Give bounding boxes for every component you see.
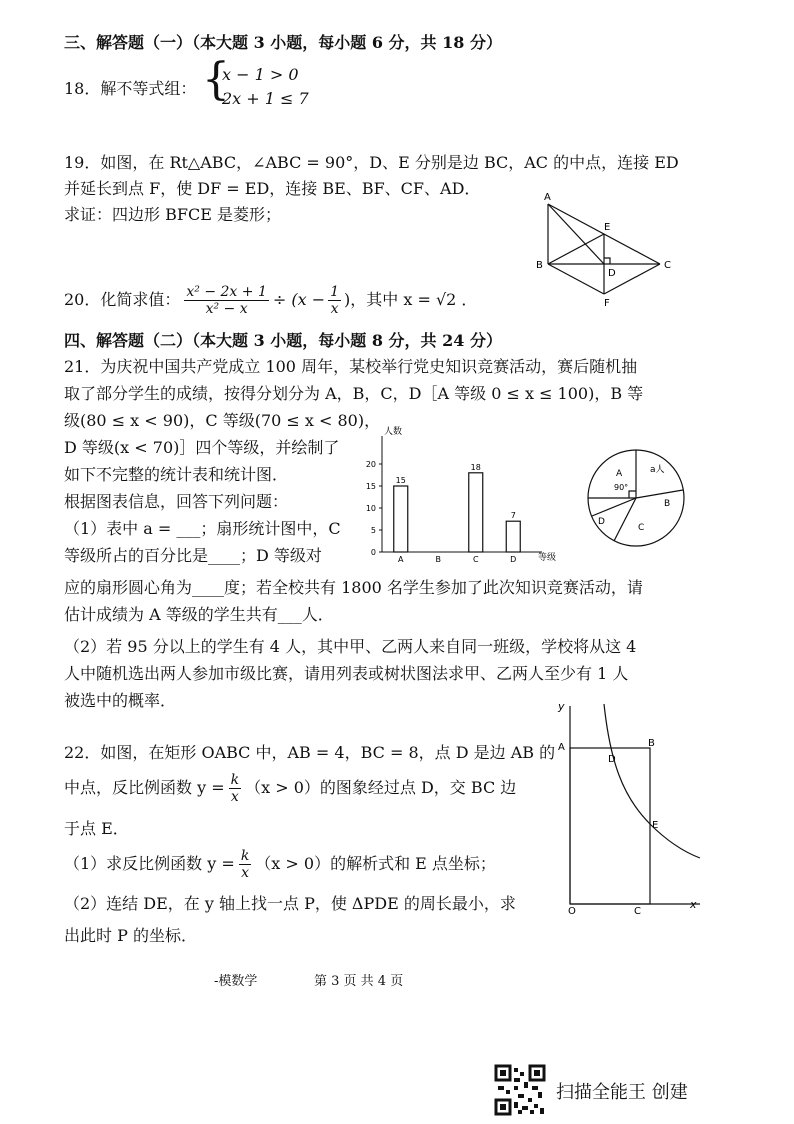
label-D: D [608, 268, 616, 279]
q22-line4b: （x > 0）的解析式和 E 点坐标； [255, 854, 496, 873]
pie-divider-3 [636, 490, 683, 498]
pie-label-D: D [598, 517, 605, 527]
pie-right-angle [629, 491, 636, 498]
q21-line9: 应的扇形圆心角为____度；若全校共有 1800 名学生参加了此次知识竞赛活动，请 [64, 578, 643, 597]
hyperbola-curve [604, 704, 700, 858]
q20-den1: x² − x [205, 300, 248, 317]
q19-figure [530, 190, 680, 310]
q21-line6: 根据图表信息，回答下列问题： [64, 492, 289, 511]
bar-category-label: C [472, 555, 479, 564]
q22-line6: 出此时 P 的坐标． [64, 926, 197, 945]
q22-line4a: （1）求反比例函数 y = [64, 854, 235, 873]
bar [506, 521, 520, 552]
q20-num1: x² − 2x + 1 [186, 283, 267, 300]
q21-line3: 级(80 ≤ x < 90)，C 等级(70 ≤ x < 80)， [64, 411, 381, 430]
label-C: C [664, 260, 671, 271]
bar-category-label: B [435, 555, 441, 564]
q21-line4: D 等级(x < 70)］四个等级，并绘制了 [64, 438, 340, 457]
q22-line4 [64, 846, 496, 882]
label-D: D [608, 754, 616, 765]
q21-line8: 等级所占的百分比是____；D 等级对 [64, 546, 322, 565]
bar-category-label: A [398, 555, 404, 564]
pie-divider-4 [614, 498, 636, 541]
scanner-label: 扫描全能王 创建 [556, 1082, 688, 1103]
pie-divider-5 [592, 498, 636, 516]
label-B: B [536, 260, 543, 271]
rectangle-OABC [570, 748, 650, 904]
qr-code-icon [494, 1064, 546, 1116]
bar-chart [350, 420, 570, 570]
q21-line13: 被选中的概率． [64, 691, 177, 710]
q20-suffix: )，其中 x = √2 ． [344, 290, 478, 309]
bar-ytick-label: 15 [365, 482, 376, 491]
bar-data-label: 18 [470, 462, 481, 472]
q18-ineq2: 2x + 1 ≤ 7 [222, 89, 309, 108]
q21-line11: （2）若 95 分以上的学生有 4 人，其中甲、乙两人来自同一班级，学校将从这 4 [64, 637, 637, 656]
pie-label-C: C [638, 523, 645, 533]
label-B: B [648, 738, 655, 749]
right-angle-mark [604, 258, 610, 264]
bar-ylabel: 人数 [384, 427, 403, 437]
q21-line12: 人中随机选出两人参加市级比赛，请用列表或树状图法求甲、乙两人至少有 1 人 [64, 664, 629, 683]
bar-data-label: 7 [510, 511, 516, 521]
label-A: A [558, 742, 565, 753]
q22-frac2-n: k [240, 847, 250, 864]
segment-BF [548, 264, 604, 294]
q22-line2b: （x > 0）的图象经过点 D，交 BC 边 [245, 778, 517, 797]
footer-page: 第 3 页 共 4 页 [314, 974, 404, 989]
section4-title: 四、解答题（二）（本大题 3 小题，每小题 8 分，共 24 分） [64, 331, 502, 350]
bar-category-label: D [510, 555, 517, 564]
q18-text: 18．解不等式组： [64, 79, 197, 98]
pie-label-A: A [616, 469, 623, 479]
q22-figure [556, 700, 706, 916]
q19-line2: 并延长到点 F，使 DF = ED，连接 BE、BF、CF、AD． [64, 179, 481, 198]
footer-subject: -模数学 [214, 974, 258, 989]
q20-frac2 [328, 284, 341, 317]
bar-ytick-label: 20 [365, 460, 376, 469]
q22-line3: 于点 E． [64, 819, 129, 838]
segment-BE [548, 234, 604, 264]
q22-frac-d: x [230, 788, 239, 805]
q20-num2: 1 [330, 283, 340, 300]
q21-line5: 如下不完整的统计表和统计图． [64, 465, 289, 484]
bar-ytick-label: 5 [370, 526, 376, 535]
q20-div: ÷ (x − [272, 290, 326, 309]
q20-line [64, 280, 477, 320]
q20-prefix: 20．化简求值： [64, 290, 181, 309]
q19-line1: 19．如图，在 Rt△ABC，∠ABC = 90°，D、E 分别是边 BC，AC 的中点，连接 ED [64, 153, 679, 172]
q20-den2: x [330, 300, 339, 317]
q22-line1: 22．如图，在矩形 OABC 中，AB = 4，BC = 8，点 D 是边 AB 的 [64, 743, 556, 762]
bar-ytick-label: 0 [370, 548, 376, 557]
bar [469, 473, 483, 552]
pie-label-a: a人 [650, 465, 665, 475]
q21-line2: 取了部分学生的成绩，按得分划分为 A，B，C，D［A 等级 0 ≤ x ≤ 100)，B 等 [64, 384, 644, 403]
q21-line10: 估计成绩为 A 等级的学生共有___人． [64, 605, 334, 624]
label-x: x [690, 898, 697, 911]
q18-brace: { [202, 54, 230, 105]
q20-frac1 [184, 284, 268, 317]
label-A: A [544, 192, 551, 203]
q22-frac2 [239, 848, 251, 881]
bar-ytick-label: 10 [365, 504, 376, 513]
bar [394, 486, 408, 552]
label-C: C [634, 906, 641, 916]
q18-ineq1: x − 1 > 0 [222, 65, 299, 84]
bar-xlabel: 等级 [538, 553, 557, 563]
q22-frac [229, 772, 241, 805]
q22-line2a: 中点，反比例函数 y = [64, 778, 225, 797]
label-E: E [604, 222, 611, 233]
q21-line7: （1）表中 a = ___；扇形统计图中，C [64, 519, 341, 538]
bar-data-label: 15 [395, 476, 406, 485]
q22-frac2-d: x [241, 864, 249, 881]
pie-chart [582, 444, 692, 554]
pie-label-B: B [664, 499, 671, 509]
q21-line1: 21．为庆祝中国共产党成立 100 周年，某校举行党史知识竞赛活动，赛后随机抽 [64, 357, 638, 376]
q22-line2 [64, 770, 516, 806]
label-E: E [652, 820, 659, 831]
pie-label-A-angle: 90° [614, 483, 629, 492]
label-F: F [604, 298, 610, 309]
segment-AD [548, 204, 604, 264]
section3-title: 三、解答题（一）（本大题 3 小题，每小题 6 分，共 18 分） [64, 33, 502, 52]
label-O: O [568, 906, 576, 916]
q22-line5: （2）连结 DE，在 y 轴上找一点 P，使 ΔPDE 的周长最小，求 [64, 894, 516, 913]
q19-line3: 求证：四边形 BFCE 是菱形； [64, 205, 281, 224]
q22-frac-n: k [230, 771, 240, 788]
label-y: y [558, 700, 565, 713]
